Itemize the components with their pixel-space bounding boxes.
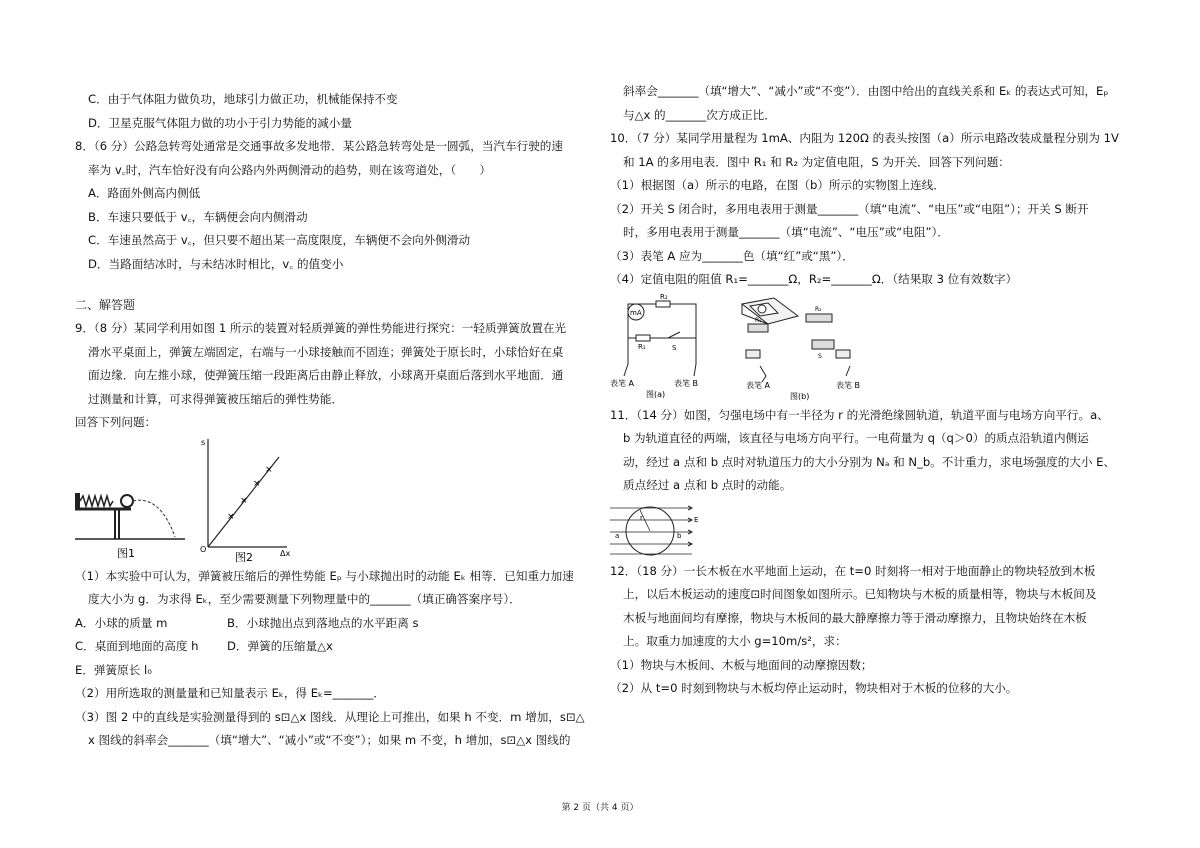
- q9-option-b: B．小球抛出点到落地点的水平距离 s: [227, 615, 419, 630]
- figure2-axis-x: Δx: [280, 548, 291, 558]
- q12-stem-line3: 木板与地面间均有摩擦，物块与木板间的最大静摩擦力等于滑动摩擦力，且物块始终在木板: [623, 610, 1087, 625]
- q9-option-d: D．弹簧的压缩量△x: [227, 639, 333, 653]
- q11-stem-line3: 动，经过 a 点和 b 点时对轨道压力的大小分别为 Nₐ 和 N_b。不计重力，求电场强度的大小 E、: [623, 454, 1116, 469]
- q11-field-label: E: [694, 515, 699, 524]
- q9-sub3-line2: x 图线的斜率会_______（填“增大”、“减小”或“不变”）；如果 m 不变，h 增加，s⊡△x 图线的: [88, 733, 571, 747]
- q10-sub2-line2: 时，多用电表用于测量_______（填“电流”、“电压”或“电阻”）．: [623, 225, 949, 239]
- section-title: 二、解答题: [75, 298, 136, 312]
- figure-a-label: 图(a): [646, 389, 666, 399]
- figure2-graph: [200, 438, 290, 563]
- q9-figure-svg: [75, 435, 315, 563]
- q9-options-row2: [75, 635, 595, 659]
- q10-sub4: （4）定值电阻的阻值 R₁=_______Ω，R₂=_______Ω．（结果取 3 位有效数字）: [610, 272, 1018, 286]
- meter-label: mA: [630, 308, 642, 317]
- figure2-label: 图2: [235, 550, 253, 563]
- q9-cont-line2: 与△x 的_______次方成正比．: [623, 107, 776, 122]
- figure1-apparatus: [75, 493, 185, 560]
- q10-stem-line2: 和 1A 的多用电表．图中 R₁ 和 R₂ 为定值电阻，S 为开关．回答下列问题：: [623, 154, 1010, 169]
- q9-stem-line3: 面边缘．向左推小球，使弹簧压缩一段距离后由静止释放，小球离开桌面后落到水平地面．通: [88, 368, 564, 382]
- q9-stem-line4: 过测量和计算，可求得弹簧被压缩后的弹性势能．: [88, 391, 344, 406]
- q9-sub2: （2）用所选取的测量量和已知量表示 Eₖ，得 Eₖ=_______．: [75, 686, 385, 700]
- q9-option-a: A．小球的质量 m: [75, 615, 168, 630]
- probe-b-label-b: 表笔 B: [836, 380, 861, 390]
- q9-sub1-line2: 度大小为 g．为求得 Eₖ，至少需要测量下列物理量中的_______（填正确答案序号）．: [88, 592, 521, 606]
- probe-b-label-a: 表笔 B: [674, 378, 699, 388]
- q12-stem-line4: 上。取重力加速度的大小 g=10m/s²，求：: [623, 634, 847, 648]
- figure2-point: ×: [240, 495, 248, 506]
- probe-a-label-b: 表笔 A: [746, 380, 771, 390]
- figure1-label: 图1: [117, 546, 135, 560]
- q7-option-c: C．由于气体阻力做负功，地球引力做正功，机械能保持不变: [88, 92, 398, 106]
- q9-stem-line2: 滑水平桌面上，弹簧左端固定，右端与一小球接触而不固连；弹簧处于原长时，小球恰好在桌: [88, 344, 564, 359]
- right-column: [610, 80, 1130, 701]
- q10-sub2-line1: （2）开关 S 闭合时，多用电表用于测量_______（填“电流”、“电压”或“电阻”）；开关 S 断开: [610, 201, 1089, 216]
- left-column: [75, 88, 595, 753]
- r2-label-b: R₂: [815, 305, 822, 313]
- r2-label-a: R₂: [660, 292, 668, 301]
- q10-stem-line1: 10．（7 分）某同学用量程为 1mA、内阻为 120Ω 的表头按图（a）所示电路改装成量程分别为 1V: [610, 131, 1119, 145]
- probe-a-label-a: 表笔 A: [610, 378, 635, 388]
- figure2-axis-s: s: [201, 437, 206, 447]
- q8-option-b: B．车速只要低于 v꜀，车辆便会向内侧滑动: [88, 209, 308, 224]
- q9-stem-line1: 9．（8 分）某同学利用如图 1 所示的装置对轻质弹簧的弹性势能进行探究：一轻质弹簧放置在光: [75, 321, 567, 335]
- q7-option-d: D．卫星克服气体阻力做的功小于引力势能的减小量: [88, 115, 352, 130]
- q11-figure-svg: [610, 498, 700, 558]
- figure-b-label: 图(b): [790, 391, 810, 401]
- q8-option-a: A．路面外侧高内侧低: [88, 186, 201, 200]
- q9-sub3-line1: （3）图 2 中的直线是实验测量得到的 s⊡△x 图线．从理论上可推出，如果 h 不变．m 增加，s⊡△: [75, 709, 585, 724]
- figure-b-apparatus: [742, 298, 860, 401]
- q8-stem-line1: 8．（6 分）公路急转弯处通常是交通事故多发地带．某公路急转弯处是一圆弧，当汽车行驶的速: [75, 139, 563, 153]
- q10-sub1: （1）根据图（a）所示的电路，在图（b）所示的实物图上连线．: [610, 178, 945, 192]
- q9-cont-line1: 斜率会_______（填“增大”、“减小”或“不变”）．由图中给出的直线关系和 Eₖ 的表达式可知，Eₚ: [623, 84, 1109, 98]
- switch-label-a: S: [672, 343, 677, 352]
- figure2-origin: O: [200, 544, 207, 554]
- page-footer: 第 2 页（共 4 页）: [561, 803, 639, 813]
- q11-point-b: b: [677, 531, 682, 540]
- q9-option-c: C．桌面到地面的高度 h: [75, 639, 199, 653]
- q9-option-e: E．弹簧原长 l₀: [75, 662, 152, 677]
- q12-sub2: （2）从 t=0 时刻到物块与木板均停止运动时，物块相对于木板的位移的大小。: [610, 681, 1018, 695]
- figure-a-circuit: [610, 293, 698, 399]
- q10-figures: [610, 292, 1130, 404]
- q8-option-d: D．当路面结冰时，与未结冰时相比，v꜀ 的值变小: [88, 256, 344, 271]
- q10-sub3: （3）表笔 A 应为_______色（填“红”或“黑”）．: [610, 248, 854, 263]
- q9-prompt: 回答下列问题：: [75, 415, 157, 429]
- figure2-point: ×: [227, 511, 235, 522]
- q11-stem-line4: 质点经过 a 点和 b 点时的动能。: [623, 478, 792, 492]
- q10-figure-svg: [610, 292, 870, 402]
- q11-point-a: a: [615, 531, 620, 540]
- q9-options-row1: [75, 612, 595, 636]
- figure2-point: ×: [265, 464, 273, 475]
- switch-label-b: S: [818, 352, 822, 360]
- q8-stem-line2: 率为 v꜀时，汽车恰好没有向公路内外两侧滑动的趋势，则在该弯道处，（ ）: [88, 162, 491, 177]
- r1-label-a: R₁: [638, 342, 646, 351]
- q11-figure: [610, 498, 1130, 560]
- r1-label-b: R₁: [755, 316, 762, 324]
- q11-stem-line1: 11．（14 分）如图，匀强电场中有一半径为 r 的光滑绝缘圆轨道，轨道平面与电场方向平行。a、: [610, 407, 1109, 422]
- figure2-point: ×: [253, 478, 261, 489]
- q11-radius-label: r: [640, 513, 643, 522]
- q12-stem-line1: 12．（18 分）一长木板在水平地面上运动，在 t=0 时刻将一相对于地面静止的物块轻放到木板: [610, 563, 1096, 578]
- q12-stem-line2: 上，以后木板运动的速度⊡时间图象如图所示。已知物块与木板的质量相等，物块与木板间及: [623, 587, 1097, 601]
- q11-stem-line2: b 为轨道直径的两端，该直径与电场方向平行。一电荷量为 q（q＞0）的质点沿轨道内侧运: [623, 431, 1089, 445]
- q8-option-c: C．车速虽然高于 v꜀，但只要不超出某一高度限度，车辆便不会向外侧滑动: [88, 233, 471, 247]
- q9-sub1-line1: （1）本实验中可认为，弹簧被压缩后的弹性势能 Eₚ 与小球抛出时的动能 Eₖ 相等．已知重力加速: [75, 568, 574, 583]
- q9-figures: [75, 435, 595, 565]
- q12-sub1: （1）物块与木板间、木板与地面间的动摩擦因数；: [610, 657, 873, 672]
